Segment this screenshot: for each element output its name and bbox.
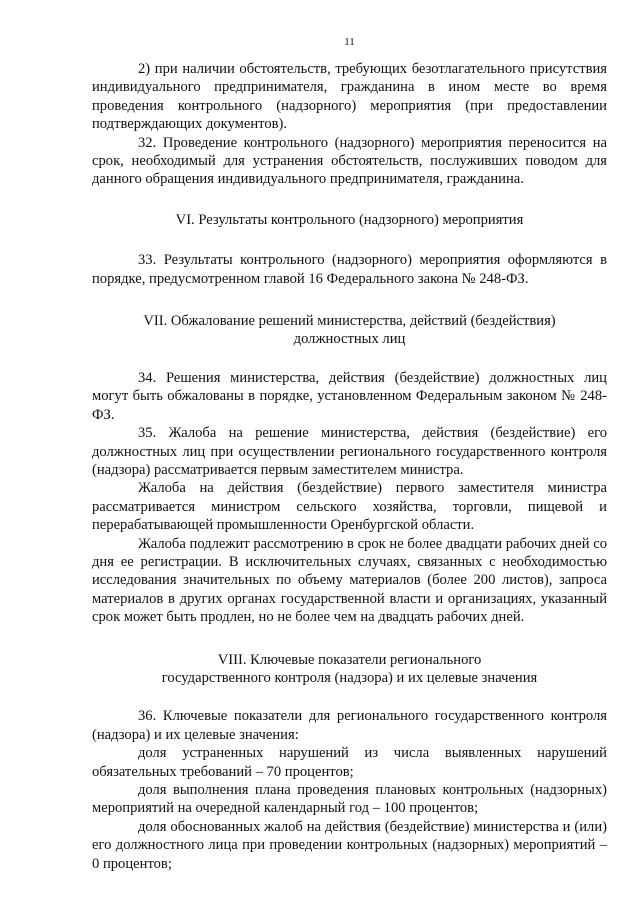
page-number: 11 [344,36,355,48]
indicator-eliminated-violations: доля устраненных нарушений из числа выявленных нарушений обязательных требований – 70 процентов; [92,745,607,780]
paragraph-35: 35. Жалоба на решение министерства, действия (бездействие) его должностных лиц при осуществлении регионального государственного контроля (надзора) рассматривается первым заместителем министра. [92,425,607,478]
paragraph-35-term: Жалоба подлежит рассмотрению в срок не более двадцати рабочих дней со дня ее регистрации. В исключительных случаях, связанных с необходимостью исследования значительных по объему материалов (более 200 листов), запроса материалов в других органах государственной власти и организациях, указанный срок может быть продлен, но не более чем на двадцать рабочих дней. [92,535,607,626]
section-heading-7: VII. Обжалование решений министерства, действий (бездействия) должностных лиц [143,313,556,348]
paragraph-32: 32. Проведение контрольного (надзорного) мероприятия переносится на срок, необходимый для устранения обстоятельств, послуживших поводом для данного обращения индивидуального предпринимателя, гражданина. [92,134,607,188]
paragraph-36: 36. Ключевые показатели для регионального государственного контроля (надзора) и их целевые значения: [92,708,607,743]
section-heading-8-line-2: государственного контроля (надзора) и их целевые значения [161,669,538,686]
document-page [92,0,607,905]
section-heading-6: VI. Результаты контрольного (надзорного) мероприятия [175,211,524,228]
section-heading-8 [92,651,607,688]
indicator-justified-complaints: доля обоснованных жалоб на действия (бездействие) министерства и (или) его должностного лица при проведении контрольных (надзорных) мероприятий – 0 процентов; [92,818,607,872]
paragraph-33: 33. Результаты контрольного (надзорного) мероприятия оформляются в порядке, предусмотренном главой 16 Федерального закона № 248-ФЗ. [92,252,607,287]
section-heading-8-line-1: VIII. Ключевые показатели регионального [217,651,482,668]
paragraph-31-2: 2) при наличии обстоятельств, требующих безотлагательного присутствия индивидуального предпринимателя, гражданина в ином месте во время проведения контрольного (надзорного) мероприятия (при предоставлении подтверждающих документов). [92,61,607,133]
indicator-plan-execution: доля выполнения плана проведения плановых контрольных (надзорных) мероприятий на очередной календарный год – 100 процентов; [92,782,607,817]
document-body [92,60,607,873]
paragraph-35-complaint-deputy: Жалоба на действия (бездействие) первого заместителя министра рассматривается министром сельского хозяйства, торговли, пищевой и перерабатывающей промышленности Оренбургской области. [92,480,607,534]
paragraph-34: 34. Решения министерства, действия (бездействие) должностных лиц могут быть обжалованы в порядке, установленном Федеральным законом № 248-ФЗ. [92,369,607,423]
